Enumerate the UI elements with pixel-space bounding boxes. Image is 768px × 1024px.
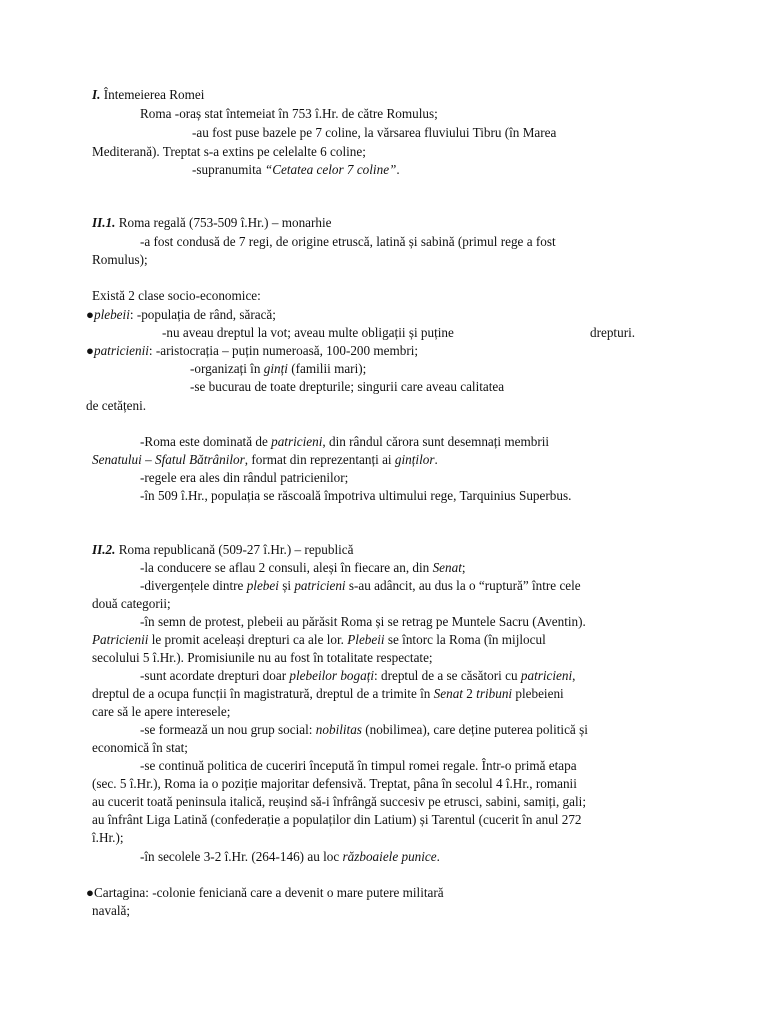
doc-line-38: -în secolele 3-2 î.Hr. (264-146) au loc războaiele punice. [140,849,440,864]
doc-line-28: -sunt acordate drepturi doar plebeilor bogați: dreptul de a se căsători cu patricieni, [140,668,576,683]
doc-line-6: II.1. Roma regală (753-509 î.Hr.) – monarhie [92,215,332,230]
doc-line-32: economică în stat; [92,740,188,755]
doc-line-31: -se formează un nou grup social: nobilitas (nobilimea), care deține puterea politică și [140,722,588,737]
doc-line-12: drepturi. [590,325,636,340]
doc-line-21: II.2. Roma republicană (509-27 î.Hr.) – republică [92,542,354,557]
doc-line-23: -divergențele dintre plebei și patricieni s-au adâncit, au dus la o “ruptură” între cele [140,578,581,593]
doc-line-16: de cetățeni. [86,398,147,413]
doc-line-10: ●plebeii: -populația de rând, săracă; [86,307,276,322]
doc-line-18: Senatului – Sfatul Bătrânilor, format din reprezentanți ai ginților. [92,452,438,467]
doc-line-22: -la conducere se aflau 2 consuli, aleși în fiecare an, din Senat; [140,560,466,575]
doc-line-40: navală; [92,903,131,918]
doc-line-25: -în semn de protest, plebeii au părăsit Roma și se retrag pe Muntele Sacru (Aventin). [140,614,586,629]
doc-line-29: dreptul de a ocupa funcții în magistratură, dreptul de a trimite în Senat 2 tribuni plebeieni [92,686,564,701]
doc-line-17: -Roma este dominată de patricieni, din rândul cărora sunt desemnați membrii [140,434,550,449]
doc-line-36: au înfrânt Liga Latină (confederație a populaților din Latium) și Tarentul (cucerit în anul 272 [92,812,582,827]
doc-line-34: (sec. 5 î.Hr.), Roma ia o poziție majoritar defensivă. Treptat, pâna în secolul 4 î.Hr., romanii [92,776,577,791]
doc-line-2: Roma -oraș stat întemeiat în 753 î.Hr. de către Romulus; [140,106,438,121]
doc-line-19: -regele era ales din rândul patricienilor; [140,470,349,485]
doc-line-4: Mediterană). Treptat s-a extins pe celelalte 6 coline; [92,144,366,159]
doc-line-37: î.Hr.); [92,830,124,845]
doc-line-8: Romulus); [92,252,148,267]
doc-line-20: -în 509 î.Hr., populația se răscoală împotriva ultimului rege, Tarquinius Superbus. [140,488,572,503]
doc-line-30: care să le apere interesele; [92,704,231,719]
doc-line-3: -au fost puse bazele pe 7 coline, la vărsarea fluviului Tibru (în Marea [192,125,557,140]
doc-line-11: -nu aveau dreptul la vot; aveau multe obligații și puține [162,325,454,340]
doc-line-26: Patricienii le promit aceleași drepturi ca ale lor. Plebeii se întorc la Roma (în mijlocul [92,632,546,647]
doc-line-39: ●Cartagina: -colonie feniciană care a devenit o mare putere militară [86,885,444,900]
doc-line-15: -se bucurau de toate drepturile; singurii care aveau calitatea [190,379,505,394]
doc-line-5: -supranumita “Cetatea celor 7 coline”. [192,162,400,177]
doc-line-9: Există 2 clase socio-economice: [92,288,261,303]
doc-line-1: I. Întemeierea Romei [92,87,205,102]
doc-line-27: secolului 5 î.Hr.). Promisiunile nu au fost în totalitate respectate; [92,650,433,665]
doc-line-24: două categorii; [92,596,171,611]
doc-line-13: ●patricienii: -aristocrația – puțin numeroasă, 100-200 membri; [86,343,419,358]
doc-line-33: -se continuă politica de cuceriri începută în timpul romei regale. Într-o primă etapa [140,758,577,773]
doc-line-35: au cucerit toată peninsula italică, reușind să-i înfrângă succesiv pe etrusci, sabini, samiți, gali; [92,794,586,809]
doc-line-7: -a fost condusă de 7 regi, de origine etruscă, latină și sabină (primul rege a fost [140,234,556,249]
doc-line-14: -organizați în ginți (familii mari); [190,361,367,376]
